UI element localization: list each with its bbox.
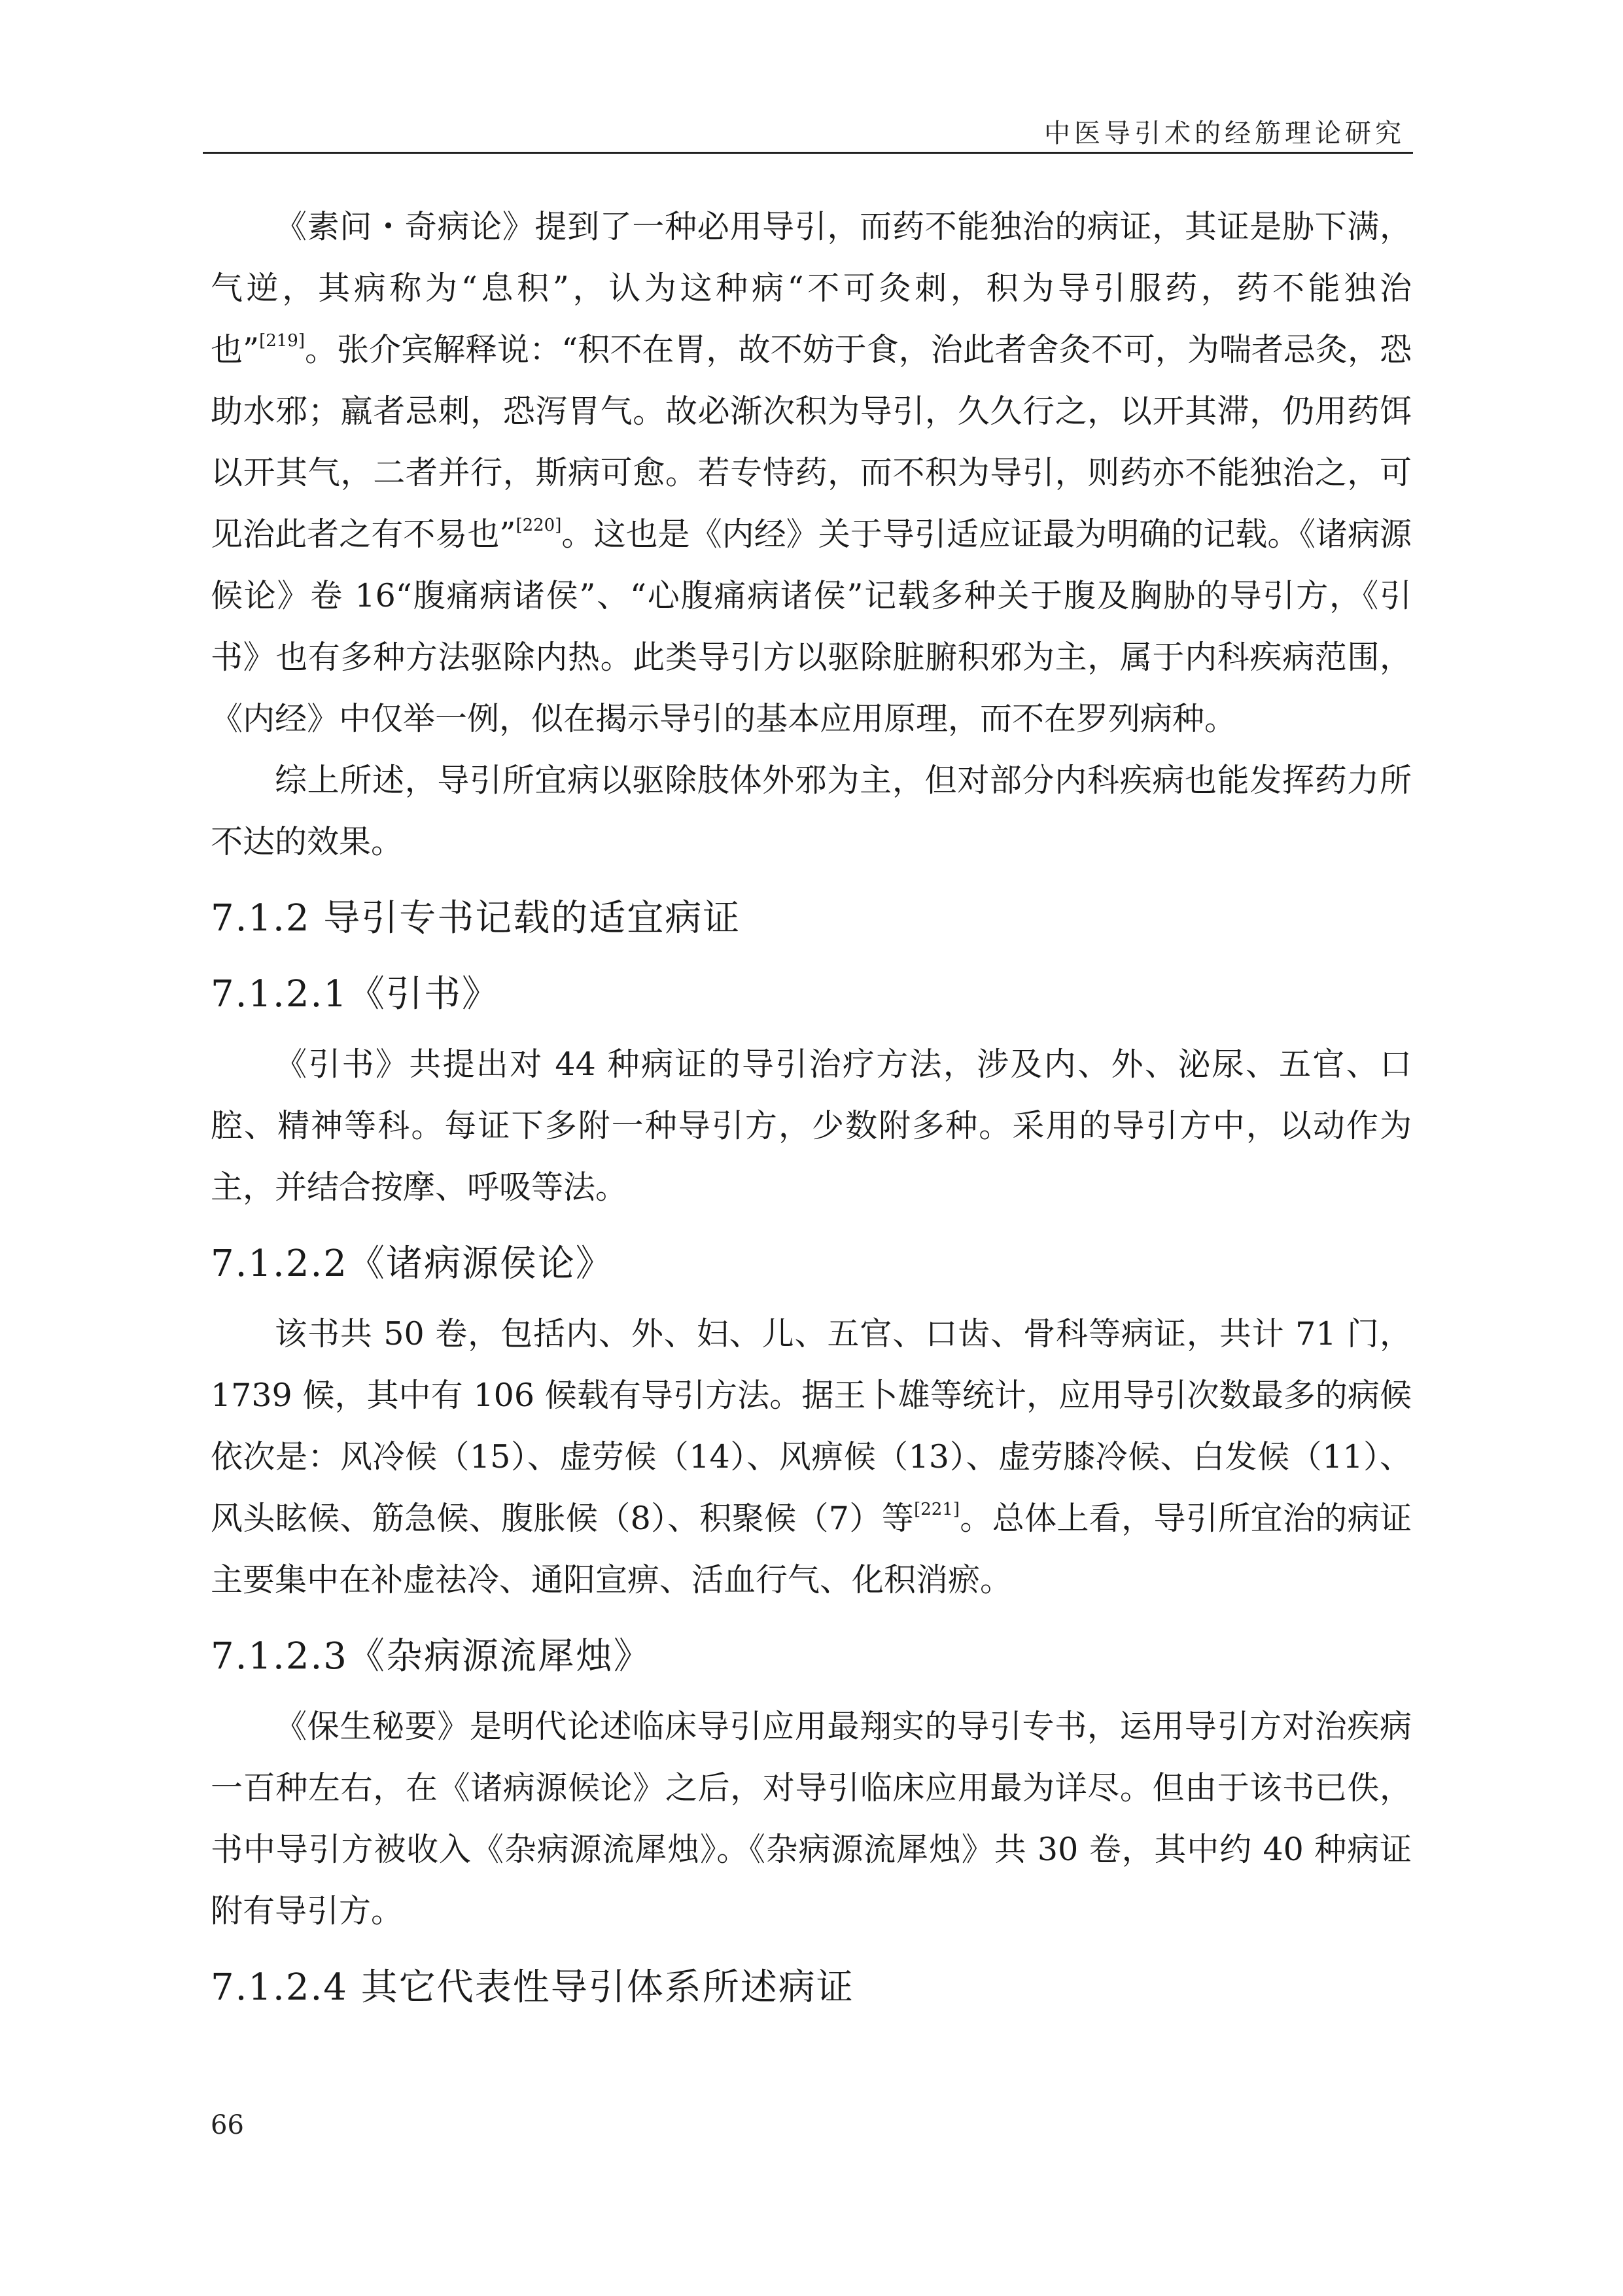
paragraph-text: 。张介宾解释说：“积不在胃，故不妨于食，治此者舍灸不可，为喘者忌灸，恐助水邪；羸者忌刺，恐泻胃气。故必渐次积为导引，久久行之，以开其滞，仍用药饵以开其气，二者并行，斯病可愈。若专恃药，而不积为导引，则药亦不能独治之，可见治此者之有不易也”	[211, 331, 1412, 553]
paragraph-text: 。总体上看，导引所宜治的病证主要集中在补虚祛冷、通阳宣痹、活血行气、化积消瘀。	[211, 1500, 1412, 1598]
running-title: 中医导引术的经筋理论研究	[1044, 118, 1405, 149]
citation-ref[interactable]: [221]	[914, 1500, 960, 1519]
paragraph-suwen-xiji	[211, 196, 1412, 750]
paragraph-text: 该书共 50 卷，包括内、外、妇、儿、五官、口齿、骨科等病证，共计 71 门，1739 候，其中有 106 候载有导引方法。据王卜雄等统计，应用导引次数最多的病候依次是：风冷候（15）、虚劳候（14）、风痹候（13）、虚劳膝冷候、白发候（11）、风头眩候、筋急候、腹胀候（8）、积聚候（7）等	[211, 1315, 1412, 1537]
section-heading-7-1-2-1: 7.1.2.1《引书》	[211, 973, 500, 1016]
paragraph-baosheng: 《保生秘要》是明代论述临床导引应用最翔实的导引专书，运用导引方对治疾病一百种左右，在《诸病源候论》之后，对导引临床应用最为详尽。但由于该书已佚，书中导引方被收入《杂病源流犀烛》。《杂病源流犀烛》共 30 卷，其中约 40 种病证附有导引方。	[211, 1708, 1412, 1930]
section-heading-7-1-2-3: 7.1.2.3《杂病源流犀烛》	[211, 1635, 652, 1678]
paragraph-text: 《素问・奇病论》提到了一种必用导引，而药不能独治的病证，其证是胁下满，气逆，其病称为“息积”，认为这种病“不可灸刺，积为导引服药，药不能独治也”	[211, 208, 1412, 368]
page-body	[211, 196, 1412, 2027]
citation-ref[interactable]: [219]	[259, 331, 305, 351]
citation-ref[interactable]: [220]	[515, 516, 562, 535]
section-heading-7-1-2-2: 7.1.2.2《诸病源侯论》	[211, 1243, 614, 1285]
running-header	[203, 110, 1413, 154]
paragraph-summary: 综上所述，导引所宜病以驱除肢体外邪为主，但对部分内科疾病也能发挥药力所不达的效果。	[211, 762, 1412, 860]
paragraph-yinshu: 《引书》共提出对 44 种病证的导引治疗方法，涉及内、外、泌尿、五官、口腔、精神等科。每证下多附一种导引方，少数附多种。采用的导引方中，以动作为主，并结合按摩、呼吸等法。	[211, 1046, 1412, 1206]
section-heading-7-1-2-4: 7.1.2.4 其它代表性导引体系所述病证	[211, 1966, 854, 2009]
paragraph-zhubingyuan	[211, 1303, 1412, 1611]
paragraph-text: 。这也是《内经》关于导引适应证最为明确的记载。《诸病源候论》卷 16“腹痛病诸侯”、“心腹痛病诸侯”记载多种关于腹及胸胁的导引方，《引书》也有多种方法驱除内热。此类导引方以驱除脏腑积邪为主，属于内科疾病范围，《内经》中仅举一例，似在揭示导引的基本应用原理，而不在罗列病种。	[211, 516, 1412, 737]
section-heading-7-1-2: 7.1.2 导引专书记载的适宜病证	[211, 897, 741, 940]
page-number: 66	[211, 2110, 244, 2140]
